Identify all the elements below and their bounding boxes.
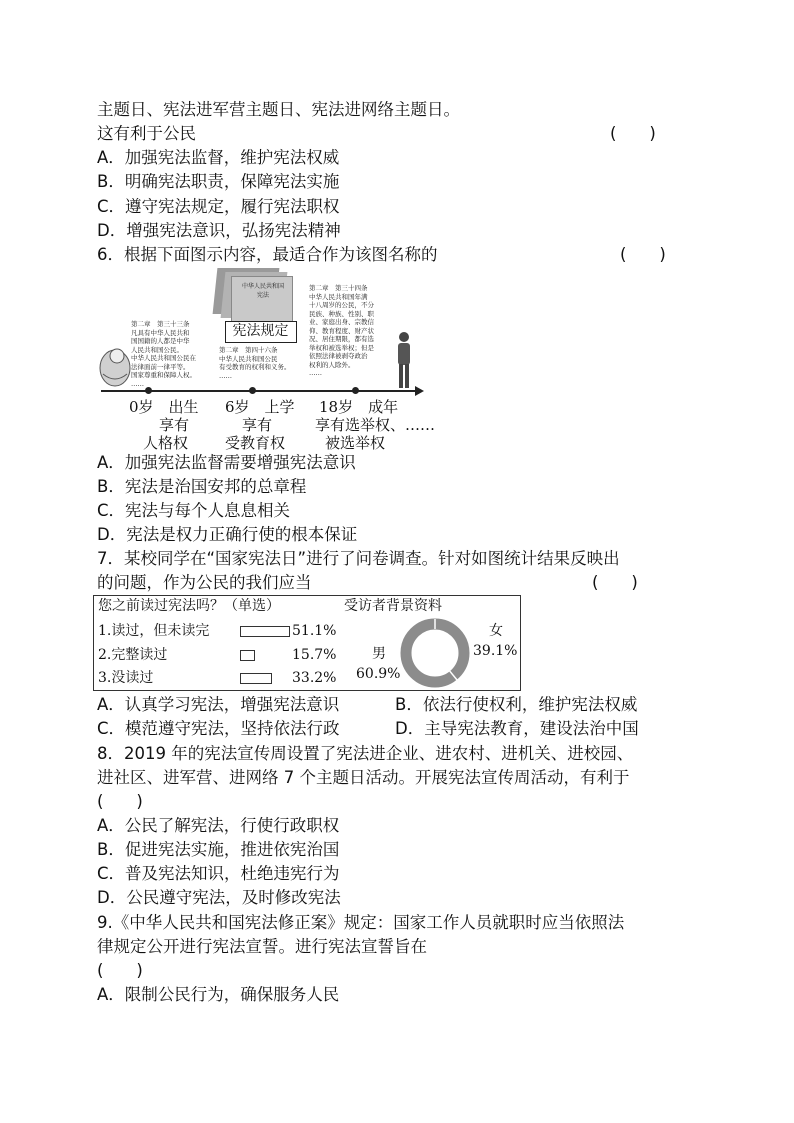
survey-bg-title: 受访者背景资料 xyxy=(344,598,442,614)
q7-answer-blank[interactable]: ( ) xyxy=(592,573,638,592)
q6-option-b[interactable]: B．宪法是治国安邦的总章程 xyxy=(97,477,307,496)
q5-stem-cont: 主题日、宪法进军营主题日、宪法进网络主题日。 xyxy=(97,100,460,119)
constitution-book xyxy=(231,276,293,322)
timeline-label-6-top: 6岁 上学 xyxy=(225,398,295,416)
q7-option-a[interactable]: A．认真学习宪法，增强宪法意识 xyxy=(97,695,340,714)
gender-ring-chart xyxy=(399,617,471,689)
q9-option-a[interactable]: A．限制公民行为，确保服务人民 xyxy=(97,985,340,1004)
q5-option-a[interactable]: A．加强宪法监督，维护宪法权威 xyxy=(97,148,340,167)
timeline-label-0-top: 0岁 出生 xyxy=(129,398,199,416)
adult-illustration xyxy=(393,330,415,390)
q5-stem-end: 这有利于公民 xyxy=(97,124,196,143)
survey-row-3-bar xyxy=(240,673,272,684)
female-pct: 39.1% xyxy=(473,643,518,659)
survey-row-3-pct: 33.2% xyxy=(292,670,337,686)
timeline-label-18-bot: 被选举权 xyxy=(325,434,386,452)
timeline-label-6-bot: 受教育权 xyxy=(225,434,286,452)
q6-answer-blank[interactable]: ( ) xyxy=(620,245,666,264)
survey-question: 您之前读过宪法吗？（单选） xyxy=(98,598,280,614)
q6-option-a[interactable]: A．加强宪法监督需要增强宪法意识 xyxy=(97,453,356,472)
figure-title-label: 宪法规定 xyxy=(232,323,289,339)
survey-row-2-pct: 15.7% xyxy=(292,647,337,663)
q7-option-b[interactable]: B．依法行使权利，维护宪法权威 xyxy=(395,695,638,714)
timeline-label-18-mid: 享有选举权、…… xyxy=(315,416,436,434)
article-33-text: 第二章 第三十三条 凡具有中华人民共和 国国籍的人都是中华 人民共和国公民。 中华人民共和国公民在 法律面前一律平等。 国家尊重和保障人权。 …… xyxy=(131,320,196,388)
constitution-timeline-figure xyxy=(97,266,437,452)
article-46-text: 第二章 第四十六条 中华人民共和国公民 有受教育的权利和义务。 …… xyxy=(219,346,291,380)
timeline-dot-18 xyxy=(352,387,359,394)
q5-option-b[interactable]: B．明确宪法职责，保障宪法实施 xyxy=(97,172,340,191)
q6-stem: 6．根据下面图示内容，最适合作为该图名称的 xyxy=(97,245,438,264)
timeline-label-6-mid: 享有 xyxy=(242,416,273,434)
timeline-label-0-bot: 人格权 xyxy=(143,434,189,452)
gender-ring xyxy=(406,624,464,682)
q6-option-d[interactable]: D．宪法是权力正确行使的根本保证 xyxy=(97,525,358,544)
timeline-arrow xyxy=(415,386,424,396)
survey-row-2-label: 2.完整读过 xyxy=(98,647,168,663)
survey-row-1-bar xyxy=(240,626,290,637)
q7-stem-cont: 的问题，作为公民的我们应当 xyxy=(97,573,312,592)
q8-stem: 8．2019 年的宪法宣传周设置了宪法进企业、进农村、进机关、进校园、 xyxy=(97,744,634,763)
q8-option-d[interactable]: D．公民遵守宪法，及时修改宪法 xyxy=(97,888,341,907)
q8-option-a[interactable]: A．公民了解宪法，行使行政职权 xyxy=(97,816,340,835)
q7-option-c[interactable]: C．模范遵守宪法，坚持依法行政 xyxy=(97,719,340,738)
q9-stem: 9.《中华人民共和国宪法修正案》规定：国家工作人员就职时应当依照法 xyxy=(97,913,625,932)
male-label: 男 xyxy=(372,646,386,662)
timeline-label-18-top: 18岁 成年 xyxy=(319,398,399,416)
survey-row-3-label: 3.没读过 xyxy=(98,670,154,686)
survey-row-1-pct: 51.1% xyxy=(292,623,337,639)
male-pct: 60.9% xyxy=(356,666,401,682)
q8-option-b[interactable]: B．促进宪法实施，推进依宪治国 xyxy=(97,840,340,859)
survey-figure xyxy=(93,595,521,691)
q8-answer-blank[interactable]: ( ) xyxy=(97,792,143,811)
q8-option-c[interactable]: C．普及宪法知识，杜绝违宪行为 xyxy=(97,864,340,883)
timeline-dot-0 xyxy=(145,387,152,394)
book-cover-title: 中华人民共和国 宪法 xyxy=(241,283,284,299)
q9-answer-blank[interactable]: ( ) xyxy=(97,961,143,980)
baby-illustration xyxy=(97,338,133,388)
q9-stem-cont: 律规定公开进行宪法宣誓。进行宪法宣誓旨在 xyxy=(97,937,427,956)
survey-row-1-label: 1.读过，但未读完 xyxy=(98,623,210,639)
q7-stem: 7．某校同学在“国家宪法日”进行了问卷调查。针对如图统计结果反映出 xyxy=(97,549,620,568)
q5-option-d[interactable]: D．增强宪法意识，弘扬宪法精神 xyxy=(97,221,341,240)
q5-answer-blank[interactable]: ( ) xyxy=(610,124,656,143)
q7-option-d[interactable]: D．主导宪法教育，建设法治中国 xyxy=(395,719,639,738)
article-34-text: 第二章 第三十四条 中华人民共和国年满 十八周岁的公民，不分 民族、种族、性别、职 业、家庭出身、宗教信 仰、教育程度、财产状 况、居住期限，都有选 举权和被选举权；但是 依照法律被剥夺政治 权利的人除外。 …… xyxy=(309,284,374,377)
timeline-dot-6 xyxy=(249,387,256,394)
female-label: 女 xyxy=(489,623,503,639)
q5-option-c[interactable]: C．遵守宪法规定，履行宪法职权 xyxy=(97,197,340,216)
q6-option-c[interactable]: C．宪法与每个人息息相关 xyxy=(97,501,291,520)
survey-row-2-bar xyxy=(240,650,255,661)
q8-stem-cont: 进社区、进军营、进网络 7 个主题日活动。开展宪法宣传周活动，有利于 xyxy=(97,768,630,787)
figure-title-box xyxy=(225,321,297,343)
timeline-label-0-mid: 享有 xyxy=(159,416,190,434)
